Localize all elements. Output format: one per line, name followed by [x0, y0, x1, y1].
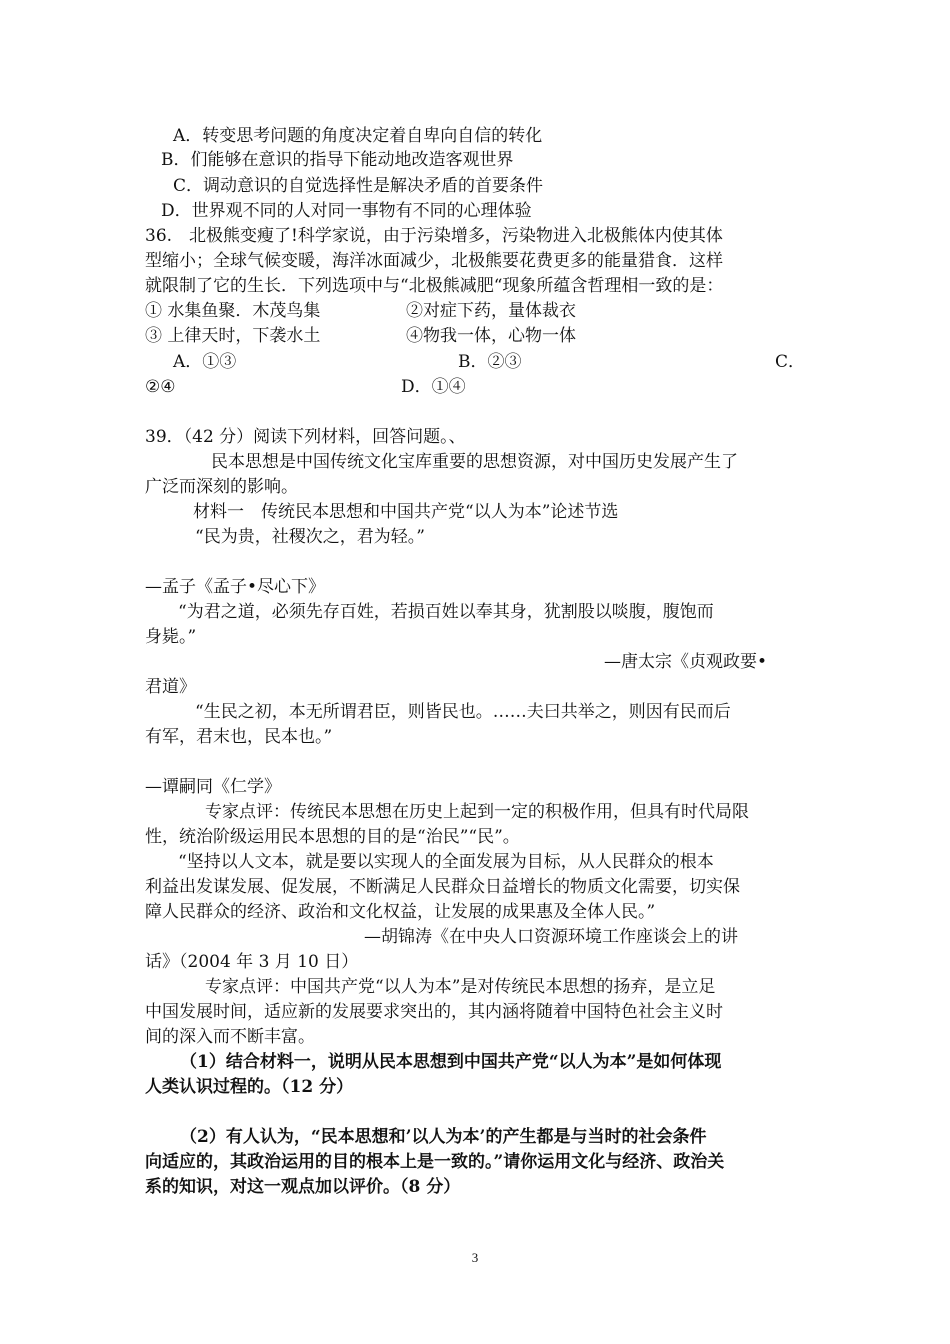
- source-mencius: —孟子《孟子•尽心下》: [145, 577, 326, 597]
- sub-question-1-line-2: 人类认识过程的。（12 分）: [145, 1077, 354, 1097]
- source-taizong-line-2: 君道》: [145, 677, 196, 697]
- q36-item-4: ④物我一体，心物一体: [406, 326, 576, 346]
- expert-review-2-line-2: 中国发展时间，适应新的发展要求突出的，其内涵将随着中国特色社会主义时: [145, 1002, 723, 1022]
- sub-question-2-line-3: 系的知识，对这一观点加以评价。（8 分）: [145, 1177, 461, 1197]
- q36-option-d: D．①④: [401, 377, 466, 397]
- sub-question-1-line-1: （1）结合材料一，说明从民本思想到中国共产党“以人为本”是如何体现: [180, 1052, 722, 1072]
- quote-mencius: “民为贵，社稷次之，君为轻。”: [195, 527, 425, 547]
- source-taizong-line-1: —唐太宗《贞观政要•: [604, 652, 768, 672]
- q36-item-3: ③ 上律天时，下袭水土: [145, 326, 321, 346]
- option-b: B．们能够在意识的指导下能动地改造客观世界: [161, 150, 514, 170]
- source-hu-line-2: 话》（2004 年 3 月 10 日）: [145, 952, 359, 972]
- source-tan: —谭嗣同《仁学》: [145, 777, 281, 797]
- q36-option-b: B．②③: [458, 352, 522, 372]
- option-a: A．转变思考问题的角度决定着自卑向自信的转化: [173, 126, 543, 146]
- q36-stem-line-2: 型缩小；全球气候变暖，海洋冰面减少，北极熊要花费更多的能量猎食．这样: [145, 251, 723, 271]
- sub-question-2-line-2: 向适应的，其政治运用的目的根本上是一致的。”请你运用文化与经济、政治关: [145, 1152, 725, 1172]
- quote-taizong-line-1: “为君之道，必须先存百姓，若损百姓以奉其身，犹割股以啖腹，腹饱而: [178, 602, 714, 622]
- q36-option-a: A．①③: [173, 352, 237, 372]
- option-d: D．世界观不同的人对同一事物有不同的心理体验: [161, 201, 532, 221]
- quote-tan-line-1: “生民之初，本无所谓君臣，则皆民也。……夫曰共举之，则因有民而后: [195, 702, 731, 722]
- material-1-title: 材料一 传统民本思想和中国共产党“以人为本”论述节选: [193, 502, 619, 522]
- quote-hu-line-1: “坚持以人文本，就是要以实现人的全面发展为目标，从人民群众的根本: [178, 852, 714, 872]
- quote-tan-line-2: 有军，君末也，民本也。”: [145, 727, 333, 747]
- q39-heading: 39．（42 分）阅读下列材料，回答问题。、: [145, 427, 466, 447]
- expert-review-2-line-1: 专家点评：中国共产党“以人为本”是对传统民本思想的扬弃，是立足: [205, 977, 716, 997]
- page-number: 3: [471, 1250, 479, 1265]
- q36-option-c-value: ②④: [145, 377, 176, 397]
- q36-stem-line-1: 36. 北极熊变瘦了!科学家说，由于污染增多，污染物进入北极熊体内使其体: [145, 226, 723, 246]
- q36-item-2: ②对症下药，量体裁衣: [406, 301, 576, 321]
- q36-option-c: C．: [775, 352, 806, 372]
- q36-stem-line-3: 就限制了它的生长．下列选项中与“北极熊减肥“现象所蕴含哲理相一致的是：: [145, 276, 724, 296]
- quote-hu-line-3: 障人民群众的经济、政治和文化权益，让发展的成果惠及全体人民。”: [145, 902, 656, 922]
- expert-review-1-line-2: 性，统治阶级运用民本思想的目的是“治民”“民”。: [145, 827, 520, 847]
- quote-hu-line-2: 利益出发谋发展、促发展，不断满足人民群众日益增长的物质文化需要，切实保: [145, 877, 740, 897]
- option-c: C．调动意识的自觉选择性是解决矛盾的首要条件: [173, 176, 544, 196]
- expert-review-1-line-1: 专家点评：传统民本思想在历史上起到一定的积极作用，但具有时代局限: [205, 802, 749, 822]
- q39-intro-line-2: 广泛而深刻的影响。: [145, 477, 298, 497]
- sub-question-2-line-1: （2）有人认为，“民本思想和’以人为本’的产生都是与当时的社会条件: [180, 1127, 707, 1147]
- source-hu-line-1: —胡锦涛《在中央人口资源环境工作座谈会上的讲: [364, 927, 738, 947]
- expert-review-2-line-3: 间的深入而不断丰富。: [145, 1027, 315, 1047]
- quote-taizong-line-2: 身毙。”: [145, 627, 197, 647]
- q36-item-1: ① 水集鱼聚．木茂鸟集: [145, 301, 321, 321]
- q39-intro-line-1: 民本思想是中国传统文化宝库重要的思想资源，对中国历史发展产生了: [211, 452, 738, 472]
